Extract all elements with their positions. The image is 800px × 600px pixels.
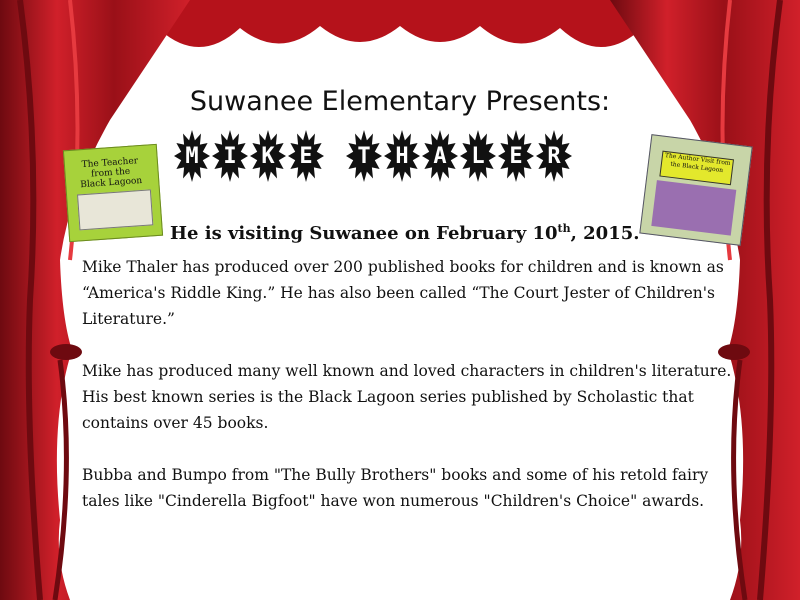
book-cover-title: The Teacher from the Black Lagoon <box>80 156 143 191</box>
name-letter <box>174 130 210 182</box>
name-letter-text: H <box>395 143 409 169</box>
book-cover-title: The Author Visit from the Black Lagoon <box>659 151 734 186</box>
name-letter <box>384 130 420 182</box>
name-spacer <box>326 130 344 190</box>
name-letter-text: E <box>509 143 523 169</box>
name-letter-text: I <box>223 143 237 169</box>
name-letter-text: M <box>185 143 199 169</box>
author-name-banner <box>174 130 626 190</box>
book-cover-author-visit <box>639 134 752 246</box>
paragraph: Mike Thaler has produced over 200 published books for children and is known as “America's Riddle King.” He has also been called “The Court Jester of Children's Literature.” <box>82 258 724 328</box>
book-cover-illustration <box>77 189 153 230</box>
book-cover-teacher <box>63 144 163 242</box>
name-letter-text: E <box>299 143 313 169</box>
book-cover-illustration <box>651 180 736 235</box>
name-letter <box>346 130 382 182</box>
name-letter <box>212 130 248 182</box>
name-letter-text: L <box>471 143 485 169</box>
paragraph: Mike has produced many well known and loved characters in children's literature. His best known series is the Black Lagoon series published by Scholastic that contains over 45 books. <box>82 362 732 432</box>
paragraph: Bubba and Bumpo from "The Bully Brothers" books and some of his retold fairy tales like "Cinderella Bigfoot" have won numerous "Children's Choice" awards. <box>82 466 709 510</box>
name-letter <box>288 130 324 182</box>
page-title: Suwanee Elementary Presents: <box>189 86 611 117</box>
name-letter <box>536 130 572 182</box>
name-letter <box>498 130 534 182</box>
name-letter-text: T <box>357 143 371 169</box>
description-text <box>82 254 732 540</box>
name-letter-text: K <box>261 143 275 169</box>
name-letter <box>250 130 286 182</box>
name-letter <box>422 130 458 182</box>
name-letter <box>460 130 496 182</box>
visit-date-heading: He is visiting Suwanee on February 10th, 2015. <box>170 222 640 244</box>
name-letter-text: R <box>547 143 561 169</box>
name-letter-text: A <box>433 143 447 169</box>
